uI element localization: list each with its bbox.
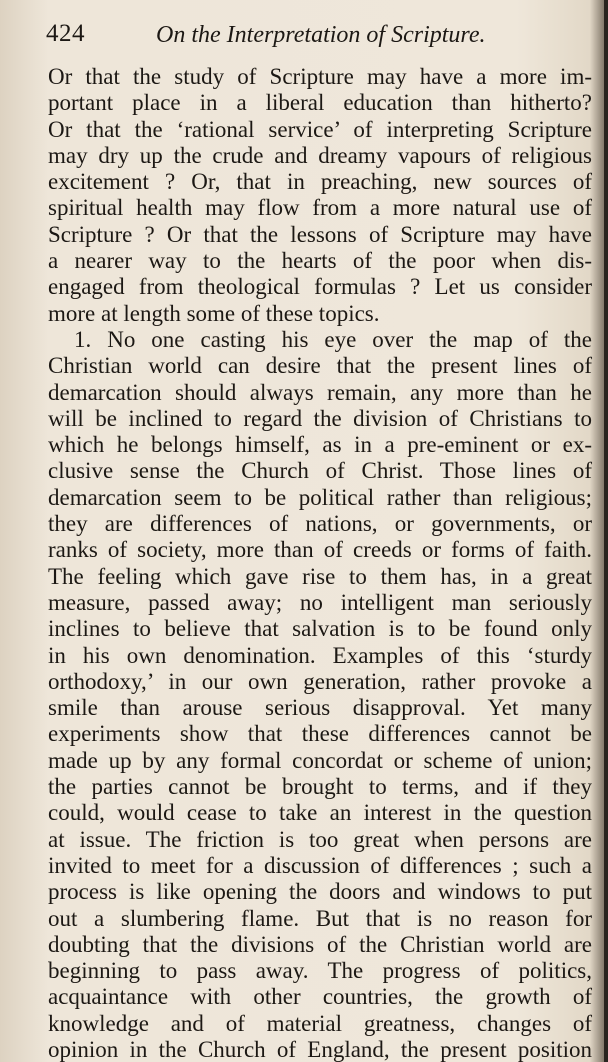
text-line: will be inclined to regard the division of Christians to [48,405,592,431]
text-line: inclines to believe that salvation is to be found only [48,616,592,642]
text-line: in his own denomination. Examples of this ‘sturdy [48,642,592,668]
text-line: doubting that the divisions of the Christian world are [48,931,592,957]
text-line: Christian world can desire that the present lines of [48,353,592,379]
text-line: knowledge and of material greatness, changes of [48,1010,592,1036]
text-line: Scripture ? Or that the lessons of Scripture may have [48,221,592,247]
text-line: demarcation should always remain, any more than he [48,379,592,405]
page-edge-shadow [604,0,608,1062]
text-line: more at length some of these topics. [48,300,380,326]
running-head: On the Interpretation of Scripture. [156,22,486,48]
page-number: 424 [46,20,85,47]
text-line: which he belongs himself, as in a pre-eminent or ex- [48,432,592,458]
text-line: demarcation seem to be political rather than religious; [48,484,592,510]
text-line: beginning to pass away. The progress of politics, [48,958,592,984]
text-line: spiritual health may flow from a more natural use of [48,195,592,221]
text-line: portant place in a liberal education than hitherto? [48,90,592,116]
text-line: at issue. The friction is too great when persons are [48,826,592,852]
text-line: the parties cannot be brought to terms, and if they [48,774,592,800]
text-line: orthodoxy,’ in our own generation, rather provoke a [48,668,592,694]
text-line: they are differences of nations, or governments, or [48,511,592,537]
text-line: could, would cease to take an interest in the question [48,800,592,826]
text-line: may dry up the crude and dreamy vapours of religious [48,142,592,168]
paragraph-start-line: 1. No one casting his eye over the map of the [74,326,592,352]
text-line: opinion in the Church of England, the present position [48,1036,592,1062]
text-line: measure, passed away; no intelligent man seriously [48,589,592,615]
text-line: process is like opening the doors and windows to put [48,879,592,905]
text-line: Or that the study of Scripture may have a more im- [48,64,592,89]
text-line: out a slumbering flame. But that is no reason for [48,905,592,931]
body-text [48,64,592,1062]
text-line: a nearer way to the hearts of the poor when dis- [48,248,592,274]
text-line: Or that the ‘rational service’ of interpreting Scripture [48,116,592,142]
text-line: acquaintance with other countries, the growth of [48,984,592,1010]
text-line: The feeling which gave rise to them has, in a great [48,563,592,589]
text-line: made up by any formal concordat or scheme of union; [48,747,592,773]
page-header [46,18,586,48]
text-line: smile than arouse serious disapproval. Yet many [48,695,592,721]
text-line: invited to meet for a discussion of differences ; such a [48,852,592,878]
text-line: ranks of society, more than of creeds or forms of faith. [48,537,592,563]
text-line: engaged from theological formulas ? Let us consider [48,274,592,300]
text-line: experiments show that these differences cannot be [48,721,592,747]
text-line: excitement ? Or, that in preaching, new sources of [48,169,592,195]
text-line: clusive sense the Church of Christ. Those lines of [48,458,592,484]
